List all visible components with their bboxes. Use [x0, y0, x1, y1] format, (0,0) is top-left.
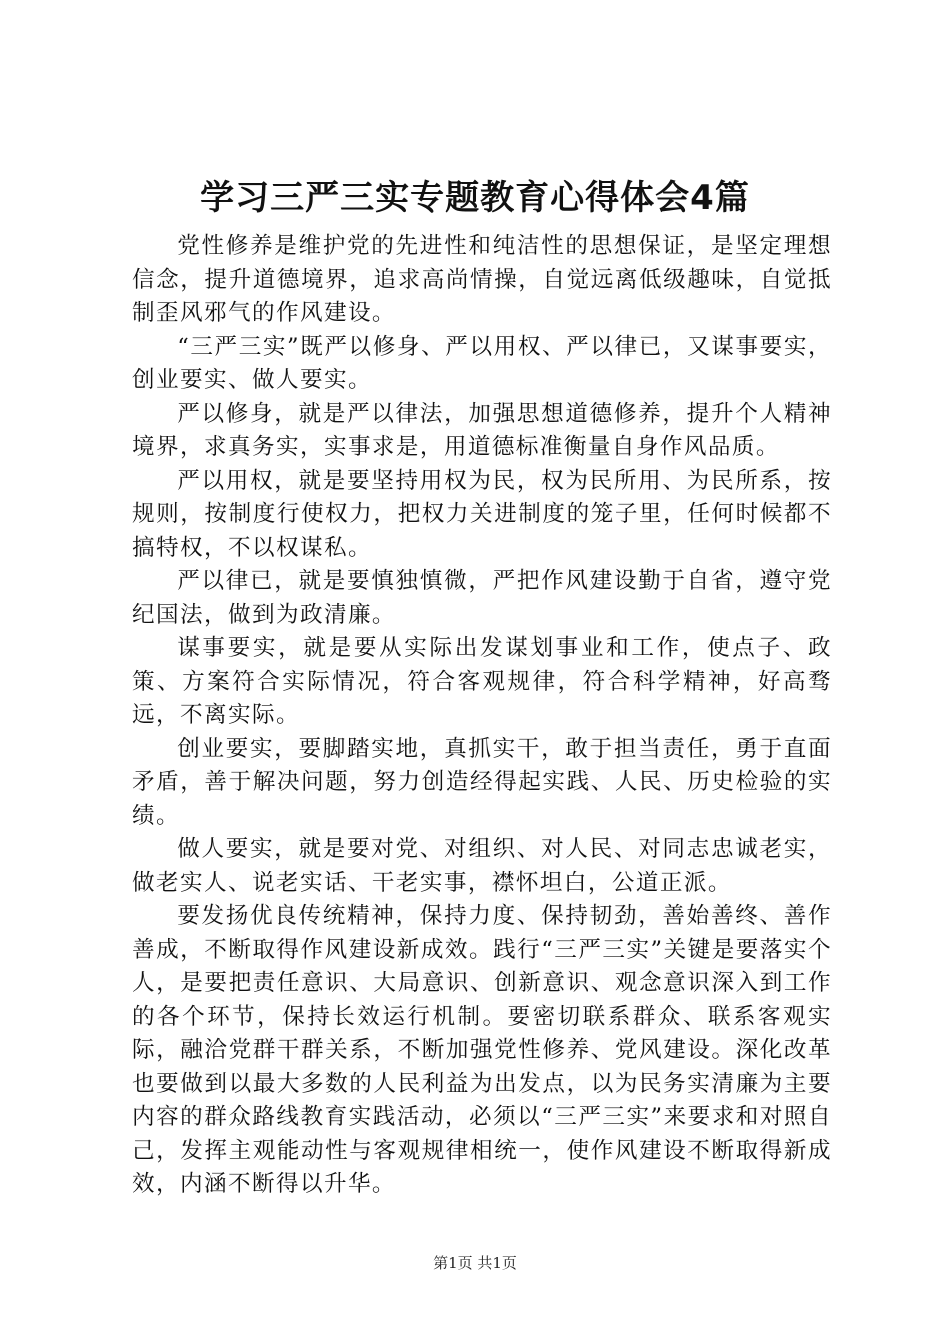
paragraph: 谋事要实，就是要从实际出发谋划事业和工作，使点子、政策、方案符合实际情况，符合客观规律，符合科学精神，好高骛远，不离实际。	[132, 635, 832, 728]
paragraph: 做人要实，就是要对党、对组织、对人民、对同志忠诚老实，做老实人、说老实话、干老实事，襟怀坦白，公道正派。	[132, 836, 832, 896]
paragraph: “三严三实”既严以修身、严以用权、严以律已，又谋事要实，创业要实、做人要实。	[132, 333, 832, 393]
paragraph: 创业要实，要脚踏实地，真抓实干，敢于担当责任，勇于直面矛盾，善于解决问题，努力创造经得起实践、人民、历史检验的实绩。	[132, 735, 832, 829]
document-body	[132, 230, 832, 1202]
paragraph: 党性修养是维护党的先进性和纯洁性的思想保证，是坚定理想信念，提升道德境界，追求高尚情操，自觉远离低级趣味，自觉抵制歪风邪气的作风建设。	[132, 233, 832, 326]
paragraph: 严以修身，就是严以律法，加强思想道德修养，提升个人精神境界，求真务实，实事求是，用道德标准衡量自身作风品质。	[132, 400, 832, 460]
document-title: 学习三严三实专题教育心得体会4篇	[200, 178, 750, 218]
paragraph: 严以律已，就是要慎独慎微，严把作风建设勤于自省，遵守党纪国法，做到为政清廉。	[132, 568, 832, 628]
paragraph: 要发扬优良传统精神，保持力度、保持韧劲，善始善终、善作善成，不断取得作风建设新成效。践行“三严三实”关键是要落实个人，是要把责任意识、大局意识、创新意识、观念意识深入到工作的各个环节，保持长效运行机制。要密切联系群众、联系客观实际，融洽党群干群关系，不断加强党性修养、党风建设。深化改革也要做到以最大多数的人民利益为出发点，以为民务实清廉为主要内容的群众路线教育实践活动，必须以“三严三实”来要求和对照自己，发挥主观能动性与客观规律相统一，使作风建设不断取得新成效，内涵不断得以升华。	[132, 903, 832, 1197]
page-footer: 第1页 共1页	[433, 1254, 517, 1272]
paragraph: 严以用权，就是要坚持用权为民，权为民所用、为民所系，按规则，按制度行使权力，把权力关进制度的笼子里，任何时候都不搞特权，不以权谋私。	[132, 467, 832, 561]
